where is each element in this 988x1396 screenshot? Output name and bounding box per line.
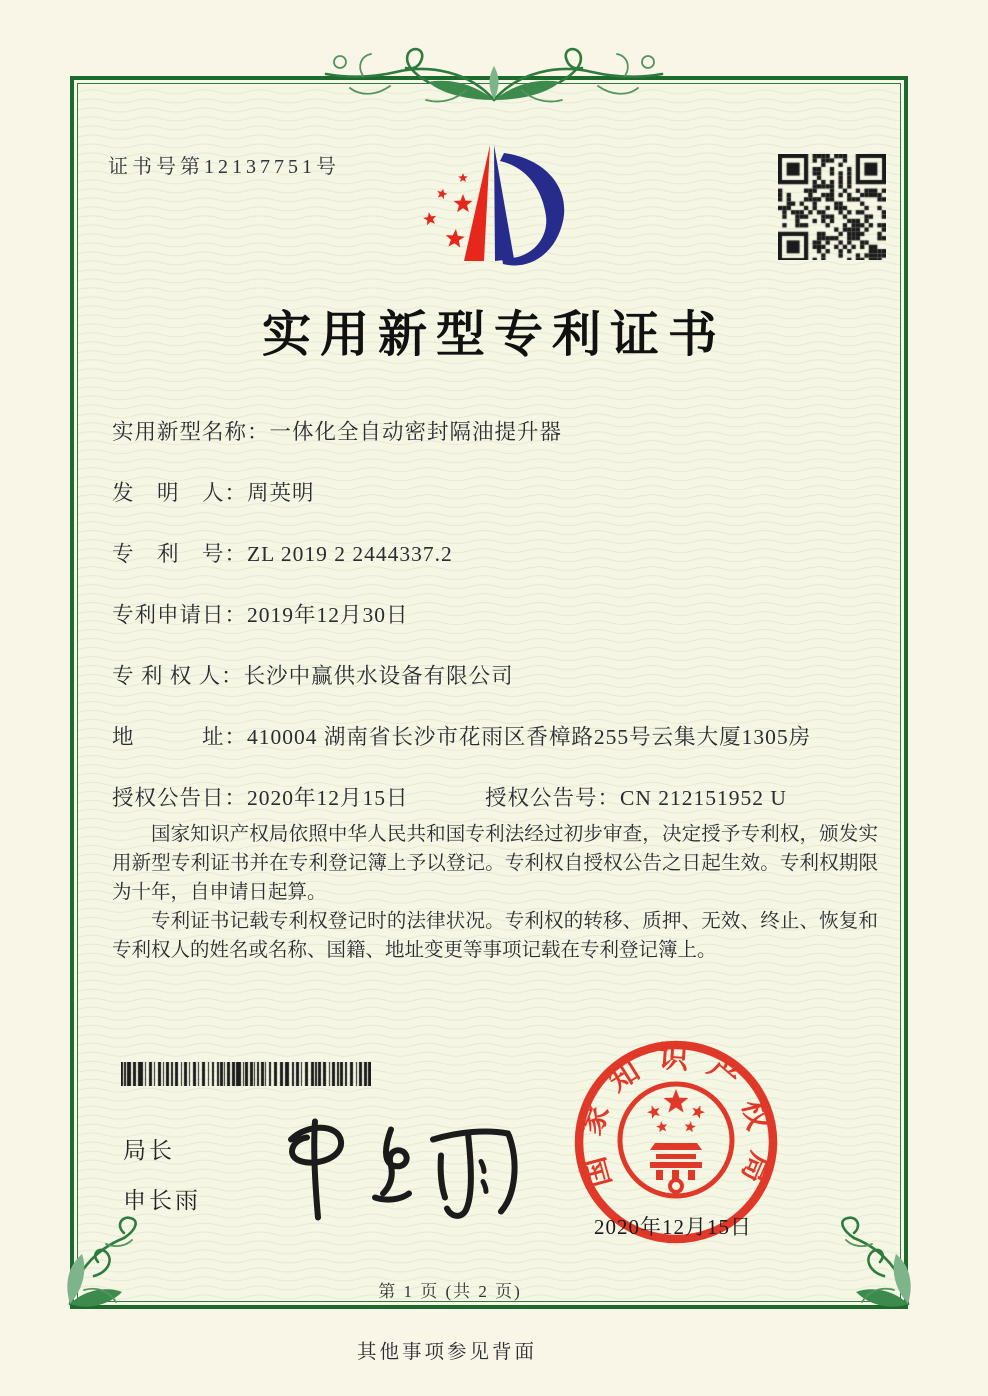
field-row-inventor bbox=[112, 476, 902, 537]
signature-icon bbox=[263, 1108, 548, 1226]
pagination: 第 1 页 (共 2 页) bbox=[378, 1282, 522, 1301]
field-value: CN 212151952 U bbox=[620, 786, 787, 810]
national-emblem-icon bbox=[620, 1084, 732, 1196]
signer-title: 局长 bbox=[123, 1138, 175, 1163]
logo-star-icon bbox=[423, 212, 436, 225]
field-label: 实用新型名称： bbox=[112, 420, 270, 444]
legal-text bbox=[112, 820, 878, 965]
legal-paragraph: 专利证书记载专利权登记时的法律状况。专利权的转移、质押、无效、终止、恢复和专利权人的姓名或名称、国籍、地址变更等事项记载在专利登记簿上。 bbox=[112, 911, 878, 961]
seal-ring-text: 国家知识产权局 bbox=[573, 1040, 779, 1204]
barcode bbox=[121, 1062, 371, 1086]
field-row-name bbox=[112, 415, 902, 476]
field-label: 授权公告号： bbox=[485, 786, 621, 810]
field-value: 2020年12月15日 bbox=[247, 786, 409, 810]
field-value: 周英明 bbox=[247, 481, 315, 505]
certificate-title: 实用新型专利证书 bbox=[261, 307, 726, 362]
field-label: 专 利 号： bbox=[112, 542, 248, 566]
seal-date: 2020年12月15日 bbox=[594, 1215, 752, 1239]
field-row-address bbox=[112, 720, 902, 781]
logo-star-icon bbox=[458, 173, 468, 182]
field-row-filing-date bbox=[112, 598, 902, 659]
field-value: 一体化全自动密封隔油提升器 bbox=[269, 420, 563, 444]
field-value: 2019年12月30日 bbox=[247, 603, 409, 627]
signer-name: 申长雨 bbox=[123, 1188, 201, 1213]
field-label: 专 利 权 人： bbox=[112, 664, 244, 688]
grant-number bbox=[485, 781, 787, 812]
field-label: 专利申请日： bbox=[112, 603, 248, 627]
cnipa-logo-icon bbox=[400, 130, 590, 292]
field-label: 地 址： bbox=[112, 725, 248, 749]
legal-paragraph: 国家知识产权局依照中华人民共和国专利法经过初步审查，决定授予专利权，颁发实用新型专利证书并在专利登记簿上予以登记。专利权自授权公告之日起生效。专利权期限为十年，自申请日起算。 bbox=[112, 824, 878, 903]
signer-block bbox=[123, 1132, 201, 1232]
field-row-patent-number bbox=[112, 537, 902, 598]
certificate-number: 证书号第12137751号 bbox=[108, 156, 340, 178]
logo-star-icon bbox=[437, 189, 447, 199]
field-value: 410004 湖南省长沙市花雨区香樟路255号云集大厦1305房 bbox=[247, 725, 812, 749]
field-label: 发 明 人： bbox=[112, 481, 248, 505]
grant-date bbox=[112, 786, 409, 810]
field-value: ZL 2019 2 2444337.2 bbox=[247, 542, 453, 566]
back-note: 其他事项参见背面 bbox=[356, 1342, 537, 1363]
field-value: 长沙中赢供水设备有限公司 bbox=[243, 664, 514, 688]
field-row-patentee bbox=[112, 659, 902, 720]
logo-star-icon bbox=[446, 229, 465, 248]
qr-code bbox=[778, 154, 886, 260]
field-list bbox=[112, 415, 902, 842]
logo-star-icon bbox=[454, 194, 473, 212]
field-label: 授权公告日： bbox=[112, 786, 248, 810]
